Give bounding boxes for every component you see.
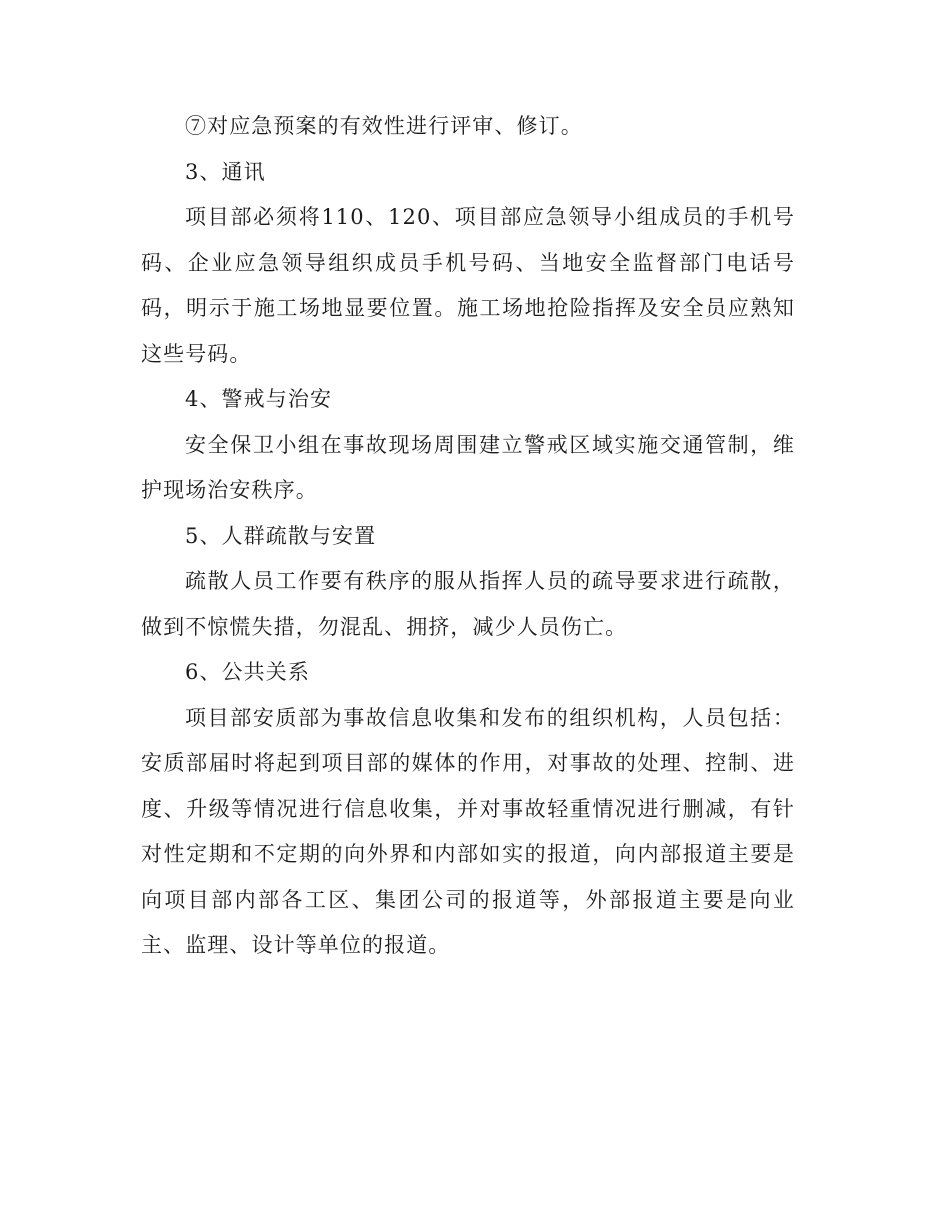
- communication-paragraph: 项目部必须将110、120、项目部应急领导小组成员的手机号码、企业应急领导组织成员手机号码、当地安全监督部门电话号码，明示于施工场地显要位置。施工场地抢险指挥及安全员应熟知这些号码。: [141, 205, 795, 366]
- section-heading-evacuation: 5、人群疏散与安置: [185, 523, 377, 548]
- section-heading-security: 4、警戒与治安: [185, 387, 333, 411]
- security-paragraph: 安全保卫小组在事故现场周围建立警戒区域实施交通管制，维护现场治安秩序。: [141, 432, 795, 502]
- evacuation-paragraph: 疏散人员工作要有秩序的服从指挥人员的疏导要求进行疏散，做到不惊慌失措，勿混乱、拥挤，减少人员伤亡。: [141, 569, 795, 639]
- review-revision-paragraph: ⑦对应急预案的有效性进行评审、修订。: [185, 114, 583, 138]
- document-body: [141, 104, 795, 969]
- section-heading-communication: 3、通讯: [185, 159, 266, 184]
- public-relations-paragraph: 项目部安质部为事故信息收集和发布的组织机构，人员包括：安质部届时将起到项目部的媒体的作用，对事故的处理、控制、进度、升级等情况进行信息收集，并对事故轻重情况进行删减，有针对性定期和不定期的向外界和内部如实的报道，向内部报道主要是向项目部内部各工区、集团公司的报道等，外部报道主要是向业主、监理、设计等单位的报道。: [141, 705, 795, 957]
- section-heading-public-relations: 6、公共关系: [185, 660, 310, 684]
